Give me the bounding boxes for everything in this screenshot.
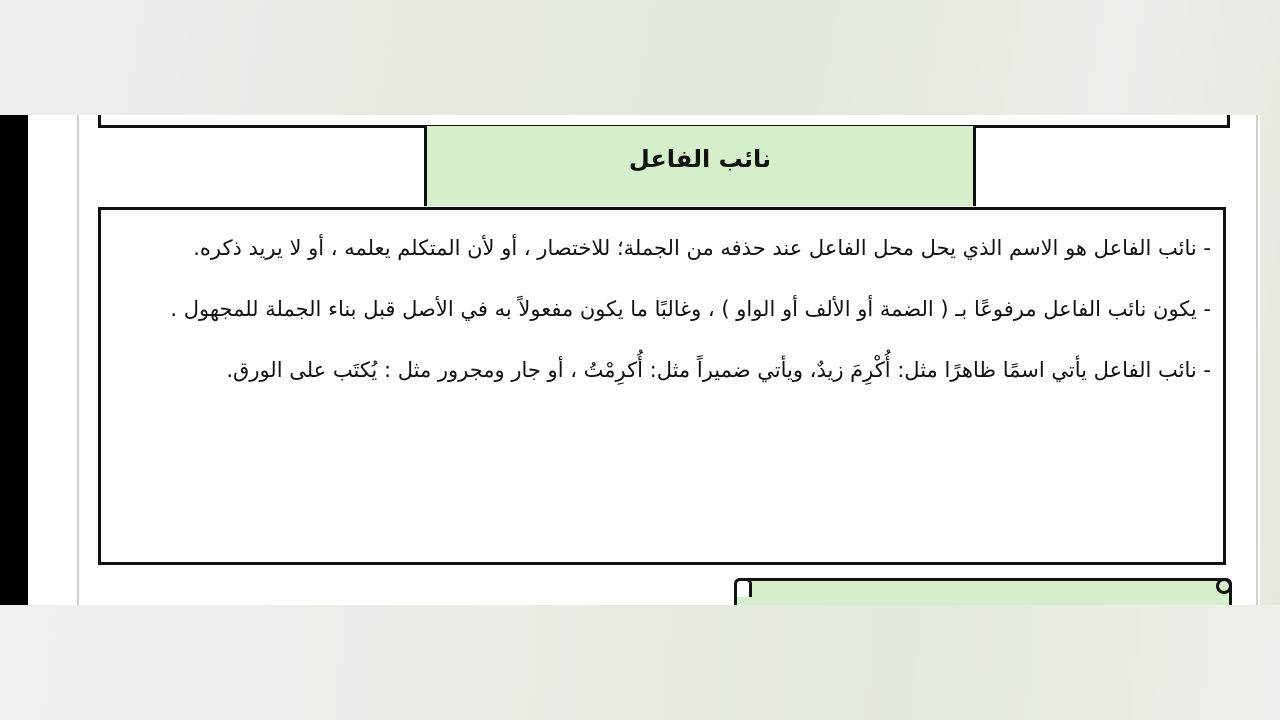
page-margin-line-right xyxy=(1256,115,1258,605)
scroll-curl-right-icon xyxy=(1216,578,1232,594)
left-black-bar xyxy=(0,115,28,605)
paragraph-case: - يكون نائب الفاعل مرفوعًا بـ ( الضمة أو الألف أو الواو ) ، وغالبًا ما يكون مفعولاً به في الأصل قبل بناء الجملة للمجهول . xyxy=(170,297,1211,321)
next-section-title-box xyxy=(734,578,1232,605)
background-band xyxy=(0,605,1280,720)
definition-text xyxy=(115,220,1211,403)
section-title: نائب الفاعل xyxy=(628,145,772,173)
section-title-box xyxy=(424,126,976,206)
paragraph-definition: - نائب الفاعل هو الاسم الذي يحل محل الفاعل عند حذفه من الجملة؛ للاختصار ، أو لأن المتكلم يعلمه ، أو لا يريد ذكره. xyxy=(193,236,1211,260)
page-margin-line-left xyxy=(77,115,79,605)
definition-box xyxy=(98,207,1226,565)
scroll-curl-left-icon xyxy=(734,578,752,597)
paragraph-forms: - نائب الفاعل يأتي اسمًا ظاهرًا مثل: أُكْرِمَ زيدٌ، ويأتي ضميراً مثل: أُكرِمْتُ ، أو جار ومجرور مثل : يُكتَب على الورق. xyxy=(226,358,1211,382)
document-page xyxy=(28,115,1260,605)
